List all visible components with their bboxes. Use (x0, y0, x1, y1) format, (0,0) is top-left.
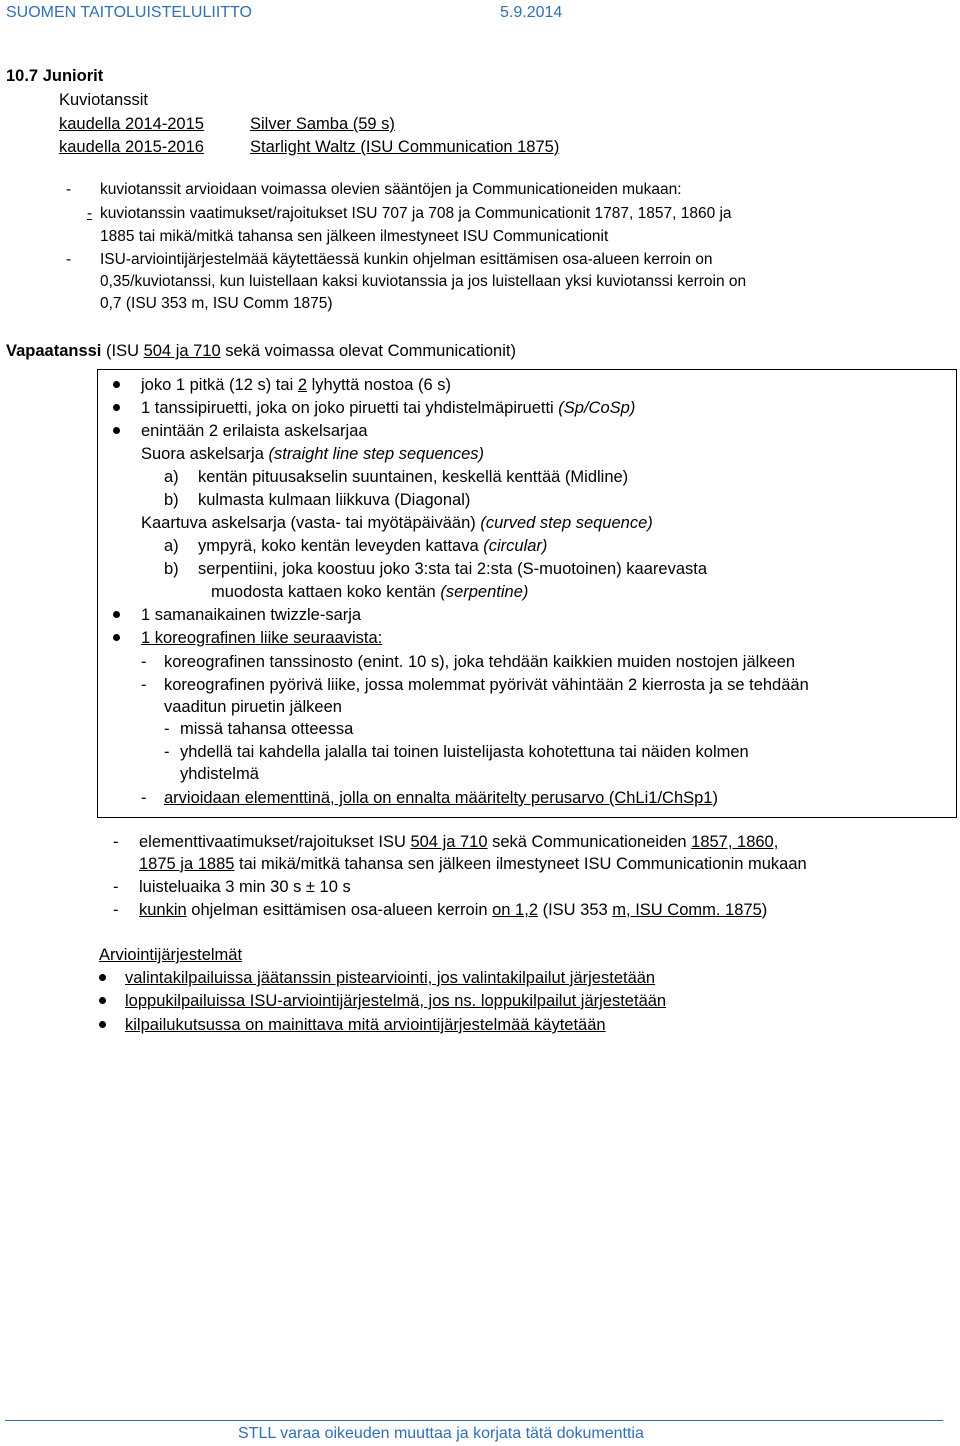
box-item: enintään 2 erilaista askelsarjaa (141, 422, 368, 440)
box-item: 1 tanssipiruetti, joka on joko piruetti tai yhdistelmäpiruetti (Sp/CoSp) (141, 399, 636, 417)
straight-heading: Suora askelsarja (straight line step sequences) (141, 445, 485, 463)
choreo-sub: yhdistelmä (180, 765, 259, 783)
bullet-icon (113, 427, 120, 434)
rule-line: 0,7 (ISU 353 m, ISU Comm 1875) (100, 295, 333, 312)
dash: - (141, 789, 147, 807)
dash: - (164, 720, 170, 738)
box-item: 1 koreografinen liike seuraavista: (141, 629, 383, 647)
after-rule: 1875 ja 1885 tai mikä/mitkä tahansa sen jälkeen ilmestyneet ISU Communicationin mukaan (139, 855, 807, 873)
box-item: 1 samanaikainen twizzle-sarja (141, 606, 362, 624)
bullet-icon (113, 611, 120, 618)
dash: - (113, 833, 119, 851)
rule-line: kuviotanssin vaatimukset/rajoitukset ISU 707 ja 708 ja Communicationit 1787, 1857, 1860 ja (100, 205, 732, 222)
rule-dash: - (87, 205, 93, 222)
season-label: kaudella 2014-2015 (59, 115, 204, 133)
evaluation-title: Arviointijärjestelmät (99, 946, 243, 964)
dash: - (164, 743, 170, 761)
section-subtitle: Kuviotanssit (59, 91, 148, 109)
after-rule: luisteluaika 3 min 30 s ± 10 s (139, 878, 351, 896)
bullet-icon (99, 1021, 106, 1028)
header-date: 5.9.2014 (500, 4, 563, 21)
sub-label: b) (164, 560, 179, 578)
bullet-icon (113, 404, 120, 411)
dash: - (141, 653, 147, 671)
section-title: 10.7 Juniorit (6, 67, 104, 85)
dash: - (141, 676, 147, 694)
curved-heading: Kaartuva askelsarja (vasta- tai myötäpäivään) (curved step sequence) (141, 514, 653, 532)
evaluation-item: valintakilpailuissa jäätanssin pistearviointi, jos valintakilpailut järjestetään (125, 969, 656, 987)
choreo-sub: yhdellä tai kahdella jalalla tai toinen luistelijasta kohotettuna tai näiden kolmen (180, 743, 749, 761)
choreo-item: koreografinen tanssinosto (enint. 10 s), joka tehdään kaikkien muiden nostojen jälkeen (164, 653, 796, 671)
bullet-icon (113, 634, 120, 641)
season-dance: Starlight Waltz (ISU Communication 1875) (250, 138, 560, 156)
footer-text: STLL varaa oikeuden muuttaa ja korjata tätä dokumenttia (238, 1425, 644, 1442)
dash: - (113, 901, 119, 919)
free-dance-title: Vapaatanssi (ISU 504 ja 710 sekä voimassa olevat Communicationit) (6, 342, 516, 360)
rule-dash: - (66, 251, 72, 268)
rule-line: ISU-arviointijärjestelmää käytettäessä kunkin ohjelman esittämisen osa-alueen kerroin on (100, 251, 713, 268)
sub-item: kulmasta kulmaan liikkuva (Diagonal) (198, 491, 471, 509)
bullet-icon (113, 381, 120, 388)
choreo-sub: missä tahansa otteessa (180, 720, 354, 738)
sub-item: serpentiini, joka koostuu joko 3:sta tai 2:sta (S-muotoinen) kaarevasta (198, 560, 708, 578)
choreo-item: vaaditun piruetin jälkeen (164, 698, 342, 716)
footer-rule (5, 1420, 943, 1421)
choreo-item: arvioidaan elementtinä, jolla on ennalta määritelty perusarvo (ChLi1/ChSp1) (164, 789, 718, 807)
box-item: joko 1 pitkä (12 s) tai 2 lyhyttä nostoa (6 s) (141, 376, 451, 394)
header-org: SUOMEN TAITOLUISTELULIITTO (6, 4, 252, 21)
sub-item: ympyrä, koko kentän leveyden kattava (circular) (198, 537, 548, 555)
rule-dash: - (66, 181, 72, 198)
evaluation-item: loppukilpailuissa ISU-arviointijärjestelmä, jos ns. loppukilpailut järjestetään (125, 992, 667, 1010)
bullet-icon (99, 997, 106, 1004)
bullet-icon (99, 974, 106, 981)
sub-label: a) (164, 468, 179, 486)
after-rule: elementtivaatimukset/rajoitukset ISU 504 ja 710 sekä Communicationeiden 1857, 1860, (139, 833, 779, 851)
sub-item: muodosta kattaen koko kentän (serpentine) (211, 583, 529, 601)
dash: - (113, 878, 119, 896)
evaluation-item: kilpailukutsussa on mainittava mitä arviointijärjestelmää käytetään (125, 1016, 606, 1034)
sub-item: kentän pituusakselin suuntainen, keskellä kenttää (Midline) (198, 468, 629, 486)
sub-label: b) (164, 491, 179, 509)
season-dance: Silver Samba (59 s) (250, 115, 395, 133)
rule-line: kuviotanssit arvioidaan voimassa olevien sääntöjen ja Communicationeiden mukaan: (100, 181, 682, 198)
rule-line: 1885 tai mikä/mitkä tahansa sen jälkeen ilmestyneet ISU Communicationit (100, 228, 609, 245)
after-rule: kunkin ohjelman esittämisen osa-alueen kerroin on 1,2 (ISU 353 m, ISU Comm. 1875) (139, 901, 768, 919)
season-label: kaudella 2015-2016 (59, 138, 204, 156)
sub-label: a) (164, 537, 179, 555)
rule-line: 0,35/kuviotanssi, kun luistellaan kaksi kuviotanssia ja jos luistellaan yksi kuviotanssi kerroin on (100, 273, 747, 290)
choreo-item: koreografinen pyörivä liike, jossa molemmat pyörivät vähintään 2 kierrosta ja se tehdään (164, 676, 809, 694)
